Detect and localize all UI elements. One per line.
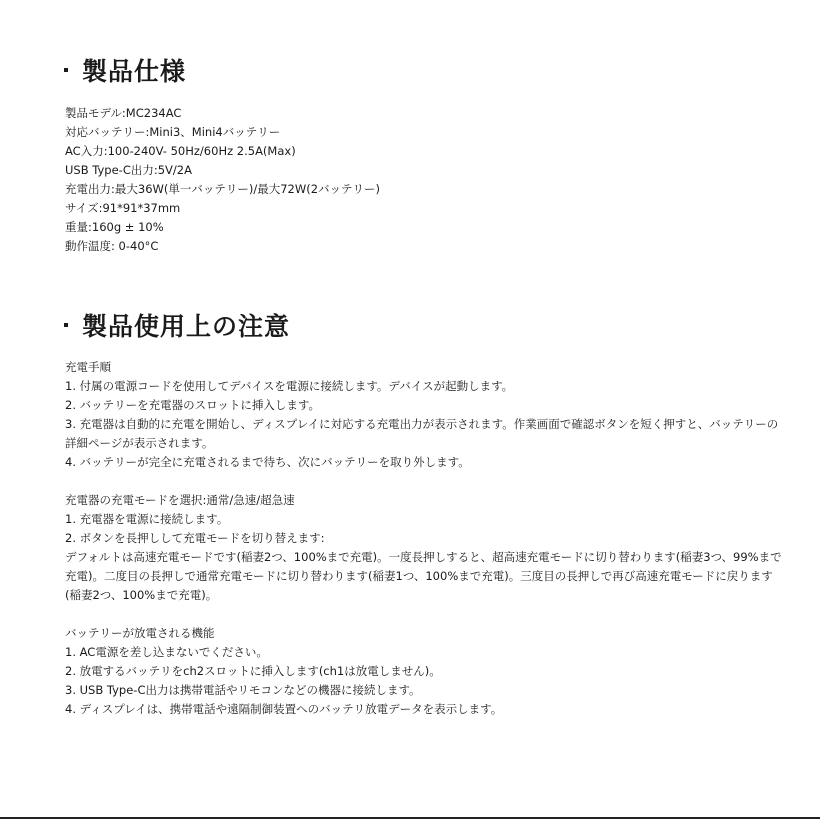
spec-charge-output: 充電出力:最大36W(単一バッテリー)/最大72W(2バッテリー) — [65, 182, 381, 196]
specs-list — [65, 104, 785, 256]
charging-step-3: 3. 充電器は自動的に充電を開始し、ディスプレイに対応する充電出力が表示されます。作業画面で確認ボタンを短く押すと、バッテリーの詳細ページが表示されます。 — [65, 417, 779, 450]
discharge-step-1: 1. AC電源を差し込まないでください。 — [65, 645, 268, 659]
discharge-step-4: 4. ディスプレイは、携帯電話や遠隔制御装置へのバッテリ放電データを表示します。 — [65, 702, 503, 716]
spec-model: 製品モデル:MC234AC — [65, 106, 182, 120]
notes-body — [65, 358, 785, 719]
spec-battery: 対応バッテリー:Mini3、Mini4バッテリー — [65, 125, 281, 139]
mode-heading: 充電器の充電モードを選択:通常/急速/超急速 — [65, 493, 295, 507]
discharge-step-2: 2. 放電するバッテリをch2スロットに挿入します(ch1は放電しません)。 — [65, 664, 441, 678]
specs-title: 製品仕様 — [82, 57, 187, 86]
discharge-step-3: 3. USB Type-C出力は携帯電話やリモコンなどの機器に接続します。 — [65, 683, 421, 697]
spec-usb-output: USB Type-C出力:5V/2A — [65, 163, 192, 177]
spacer — [65, 472, 785, 491]
spec-weight: 重量:160g ± 10% — [65, 220, 164, 234]
charging-heading: 充電手順 — [65, 360, 111, 374]
discharge-heading: バッテリーが放電される機能 — [65, 626, 215, 640]
spacer — [65, 605, 785, 624]
mode-step-2: 2. ボタンを長押しして充電モードを切り替えます: — [65, 531, 325, 545]
bullet-icon — [64, 68, 68, 72]
charging-step-4: 4. バッテリーが完全に充電されるまで待ち、次にバッテリーを取り外します。 — [65, 455, 470, 469]
notes-heading — [64, 307, 290, 343]
spec-temperature: 動作温度: 0-40°C — [65, 239, 159, 253]
mode-step-1: 1. 充電器を電源に接続します。 — [65, 512, 229, 526]
spec-size: サイズ:91*91*37mm — [65, 201, 181, 215]
spec-ac-input: AC入力:100-240V- 50Hz/60Hz 2.5A(Max) — [65, 144, 296, 158]
charging-step-1: 1. 付属の電源コードを使用してデバイスを電源に接続します。デバイスが起動します。 — [65, 379, 514, 393]
footer-divider — [0, 817, 820, 819]
specs-heading — [64, 52, 186, 88]
mode-description: デフォルトは高速充電モードです(稲妻2つ、100%まで充電)。一度長押しすると、超高速充電モードに切り替わります(稲妻3つ、99%まで充電)。二度目の長押しで通常充電モードに切り替わります(稲妻1つ、100%まで充電)。三度目の長押しで再び高速充電モードに戻ります(稲妻2つ、100%まで充電)。 — [65, 550, 782, 602]
bullet-icon — [64, 323, 68, 327]
notes-title: 製品使用上の注意 — [82, 312, 291, 341]
charging-step-2: 2. バッテリーを充電器のスロットに挿入します。 — [65, 398, 320, 412]
